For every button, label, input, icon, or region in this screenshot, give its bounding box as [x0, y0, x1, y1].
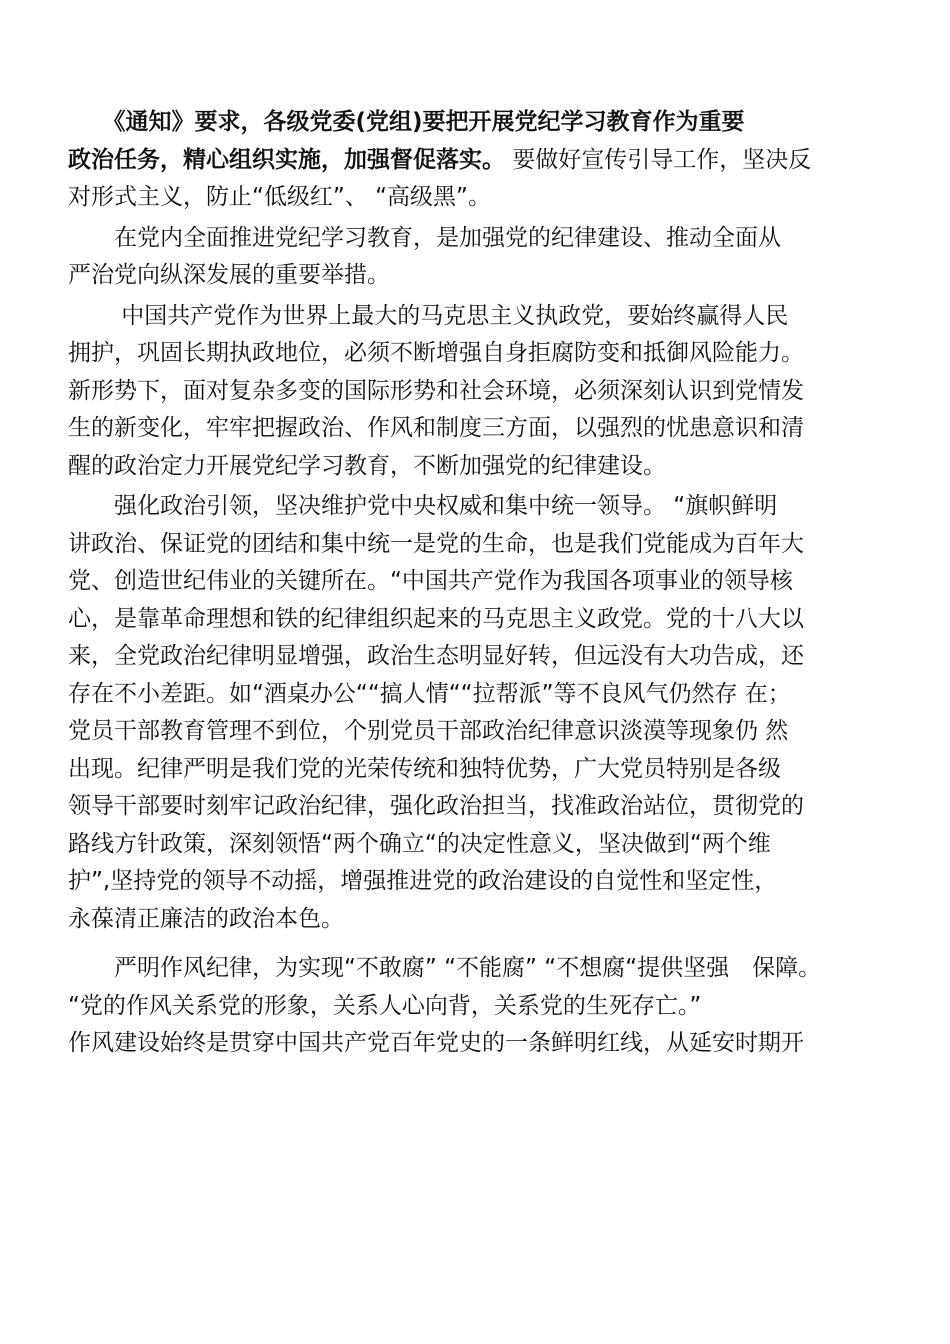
text-line: 作风建设始终是贯穿中国共产党百年党史的一条鲜明红线，从延安时期开	[68, 1030, 804, 1056]
text-line: 严明作风纪律，为实现“不敢腐” “不能腐” “不想腐“提供坚强 保障。	[68, 955, 822, 981]
text-line: “党的作风关系党的形象，关系人心向背，关系党的生死存亡。”	[68, 992, 702, 1019]
document-page	[68, 104, 886, 1063]
paragraph-notice	[68, 104, 886, 217]
text-line: 在党内全面推进党纪学习教育，是加强党的纪律建设、推动全面从	[68, 224, 781, 251]
paragraph-political-leadership	[68, 488, 886, 938]
text-line: 路线方针政策，深刻领悟“两个确立“的决定性意义，坚决做到“两个维	[68, 830, 771, 857]
text-line: 党、创造世纪伟业的关键所在。“中国共产党作为我国各项事业的领导核	[68, 568, 793, 594]
text-line	[68, 142, 886, 180]
text-line: 出现。纪律严明是我们党的光荣传统和独特优势，广大党员特别是各级	[68, 755, 781, 782]
normal-text: 要做好宣传引导工作，坚决反	[505, 146, 812, 173]
bold-text: 《通知》要求，各级党委(党组)要把开展党纪学习教育作为重要	[68, 109, 745, 135]
text-line: 强化政治引领，坚决维护党中央权威和集中统一领导。 “旗帜鲜明	[68, 493, 778, 519]
text-line: 中国共产党作为世界上最大的马克思主义执政党，要始终赢得人民	[68, 302, 789, 329]
normal-text: 对形式主义，防止“低级红”、 “高级黑”。	[68, 184, 491, 210]
paragraph-party-role	[68, 298, 886, 486]
paragraph-importance	[68, 220, 886, 295]
paragraph-work-style	[68, 950, 886, 1063]
text-line: 醒的政治定力开展党纪学习教育，不断加强党的纪律建设。	[68, 452, 666, 479]
text-line: 生的新变化，牢牢把握政治、作风和制度三方面，以强烈的忧患意识和清	[68, 415, 804, 441]
text-line: 严治党向纵深发展的重要举措。	[68, 262, 390, 288]
text-line	[68, 104, 886, 142]
bold-text: 政治任务，精心组织实施，加强督促落实。	[68, 146, 505, 173]
text-line: 党员干部教育管理不到位，个别党员干部政治纪律意识淡漠等现象仍 然	[68, 718, 789, 744]
text-line: 拥护，巩固长期执政地位，必须不断增强自身拒腐防变和抵御风险能力。	[68, 340, 804, 366]
text-line: 存在不小差距。如“酒桌办公““搞人情““拉帮派”等不良风气仍然存 在；	[68, 680, 791, 707]
text-line: 永葆清正廉洁的政治本色。	[68, 905, 344, 932]
text-line: 领导干部要时刻牢记政治纪律，强化政治担当，找准政治站位，贯彻党的	[68, 793, 804, 819]
text-line: 心，是靠革命理想和铁的纪律组织起来的马克思主义政党。党的十八大以	[68, 605, 804, 632]
text-line: 来，全党政治纪律明显增强，政治生态明显好转，但远没有大功告成，还	[68, 643, 804, 669]
text-line	[68, 179, 886, 217]
text-line: 讲政治、保证党的团结和集中统一是党的生命，也是我们党能成为百年大	[68, 530, 804, 557]
text-line: 护”,坚持党的领导不动摇，增强推进党的政治建设的自觉性和坚定性，	[68, 868, 778, 894]
text-line: 新形势下，面对复杂多变的国际形势和社会环境，必须深刻认识到党情发	[68, 377, 804, 404]
